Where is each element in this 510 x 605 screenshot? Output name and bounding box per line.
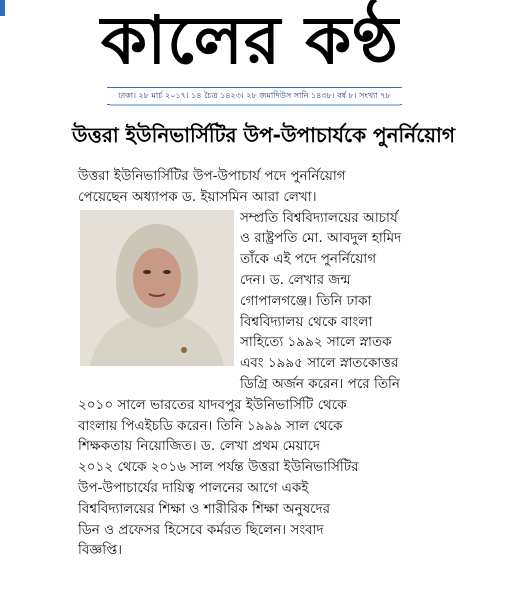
article-line: উত্তরা ইউনিভার্সিটির উপ-উপাচার্য পদে পুনর্নিয়োগ: [78, 168, 346, 184]
article-line: উপ-উপাচার্যের দায়িত্ব পালনের আগে একই: [78, 479, 309, 496]
article-line: বিশ্ববিদ্যালয় থেকে বাংলা: [240, 313, 373, 330]
article-line: দেন। ড. লেখার জন্ম: [240, 271, 351, 288]
dateline-rule: [110, 104, 400, 106]
newspaper-masthead: কালের কণ্ঠ: [100, 2, 400, 79]
article-line: এবং ১৯৯৫ সালে স্নাতকোত্তর: [240, 355, 399, 372]
article-line: ২০১২ থেকে ২০১৬ সাল পর্যন্ত উত্তরা ইউনিভার্সিটির: [78, 459, 359, 476]
page-edge-marker: [0, 0, 5, 16]
article-line: সাহিত্যে ১৯৯২ সালে স্নাতক: [240, 334, 392, 351]
article-line: ডিগ্রি অর্জন করেন। পরে তিনি: [240, 375, 400, 392]
article-line: বাংলায় পিএইচডি করেন। তিনি ১৯৯৯ সাল থেকে: [78, 417, 343, 434]
article-line: গোপালগঞ্জে। তিনি ঢাকা: [240, 292, 372, 309]
article-line: বিজ্ঞপ্তি।: [78, 542, 123, 559]
article-body: [78, 166, 458, 561]
article-headline: উত্তরা ইউনিভার্সিটির উপ-উপাচার্যকে পুনর্নিয়োগ: [72, 123, 455, 147]
article-line: বিশ্ববিদ্যালয়ের শিক্ষা ও শারীরিক শিক্ষা অনুষদের: [78, 500, 331, 517]
article-line: ডিন ও প্রফেসর হিসেবে কর্মরত ছিলেন। সংবাদ: [78, 521, 324, 538]
dateline: ঢাকা। ২৮ মার্চ ২০১৭। ১৪ চৈত্র ১৪২৩। ২৮ জমাদিউস সানি ১৪৩৮। বর্ষ ৮। সংখ্যা ৭৮: [107, 87, 402, 105]
article-line: ২০১০ সালে ভারতের যাদবপুর ইউনিভার্সিটি থেকে: [78, 396, 347, 413]
article-line: তাঁকে এই পদে পুনর্নিয়োগ: [240, 251, 377, 268]
article-line: পেয়েছেন অধ্যাপক ড. ইয়াসমিন আরা লেখা।: [78, 188, 317, 205]
article-line: শিক্ষকতায় নিয়োজিত। ড. লেখা প্রথম মেয়াদে: [78, 438, 321, 455]
article-line: ও রাষ্ট্রপতি মো. আবদুল হামিদ: [240, 230, 402, 247]
article-line: সম্প্রতি বিশ্ববিদ্যালয়ের আচার্য: [240, 209, 398, 226]
